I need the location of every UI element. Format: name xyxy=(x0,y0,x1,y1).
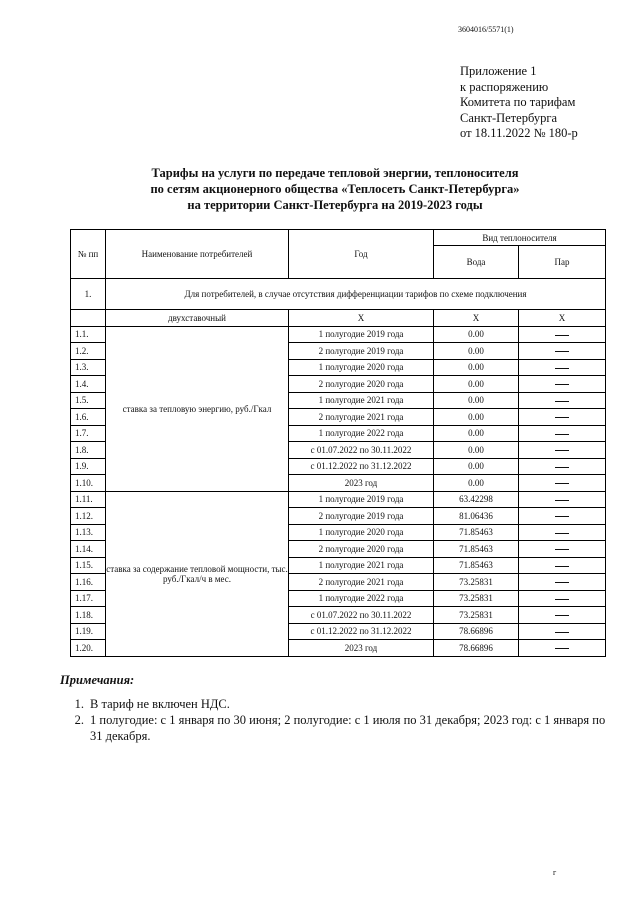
water-value: 0.00 xyxy=(434,425,519,442)
section-description: Для потребителей, в случае отсутствия дифференциации тарифов по схеме подключения xyxy=(106,279,606,310)
steam-value xyxy=(519,425,606,442)
steam-value xyxy=(519,343,606,360)
dash-mark xyxy=(555,549,569,550)
row-number: 1.20. xyxy=(71,640,106,657)
water-value: 71.85463 xyxy=(434,557,519,574)
row-number: 1.2. xyxy=(71,343,106,360)
table-row xyxy=(71,491,606,508)
title-line: Тарифы на услуги по передаче тепловой энергии, теплоносителя xyxy=(151,166,519,180)
note-item xyxy=(60,712,610,744)
water-value: 0.00 xyxy=(434,442,519,459)
corner-mark: г xyxy=(553,868,557,877)
dash-mark xyxy=(555,434,569,435)
appendix-line: Приложение 1 xyxy=(460,64,537,78)
water-value: 0.00 xyxy=(434,409,519,426)
dash-mark xyxy=(555,483,569,484)
table-row xyxy=(71,326,606,343)
notes-title: Примечания: xyxy=(60,673,135,687)
row-number: 1.11. xyxy=(71,491,106,508)
header-year: Год xyxy=(289,230,434,279)
period-cell: 1 полугодие 2020 года xyxy=(289,524,434,541)
row-number: 1.8. xyxy=(71,442,106,459)
dash-mark xyxy=(555,632,569,633)
row-number: 1.9. xyxy=(71,458,106,475)
section-number: 1. xyxy=(71,279,106,310)
document-number: 3604016/5571(1) xyxy=(458,25,514,34)
dash-mark xyxy=(555,516,569,517)
two-part-label: двухставочный xyxy=(106,310,289,327)
water-value: 71.85463 xyxy=(434,524,519,541)
dash-mark xyxy=(555,599,569,600)
water-value: 81.06436 xyxy=(434,508,519,525)
note-number: 2. xyxy=(74,713,84,727)
dash-mark xyxy=(555,615,569,616)
steam-value xyxy=(519,607,606,624)
period-cell: 2 полугодие 2020 года xyxy=(289,541,434,558)
period-cell: 2 полугодие 2019 года xyxy=(289,343,434,360)
dash-mark xyxy=(555,368,569,369)
water-value: 73.25831 xyxy=(434,607,519,624)
water-value: 63.42298 xyxy=(434,491,519,508)
period-cell: 1 полугодие 2021 года xyxy=(289,557,434,574)
steam-value xyxy=(519,458,606,475)
title-line: на территории Санкт-Петербурга на 2019-2023 годы xyxy=(187,198,483,212)
steam-value xyxy=(519,557,606,574)
steam-value xyxy=(519,640,606,657)
row-number: 1.14. xyxy=(71,541,106,558)
appendix-line: Санкт-Петербурга xyxy=(460,110,558,125)
steam-value xyxy=(519,574,606,591)
header-water: Вода xyxy=(434,246,519,279)
appendix-block xyxy=(460,64,578,142)
appendix-line: от 18.11.2022 № 180-р xyxy=(460,126,578,140)
period-cell: 1 полугодие 2020 года xyxy=(289,359,434,376)
steam-value xyxy=(519,392,606,409)
period-cell: 1 полугодие 2019 года xyxy=(289,491,434,508)
row-number: 1.16. xyxy=(71,574,106,591)
document-title xyxy=(60,165,610,213)
water-value: 78.66896 xyxy=(434,640,519,657)
steam-value xyxy=(519,409,606,426)
period-cell: 2 полугодие 2019 года xyxy=(289,508,434,525)
dash-mark xyxy=(555,450,569,451)
two-part-year: X xyxy=(289,310,434,327)
row-number: 1.4. xyxy=(71,376,106,393)
header-steam: Пар xyxy=(519,246,606,279)
steam-value xyxy=(519,376,606,393)
empty-cell xyxy=(71,310,106,327)
period-cell: 2 полугодие 2021 года xyxy=(289,409,434,426)
period-cell: с 01.12.2022 по 31.12.2022 xyxy=(289,623,434,640)
rate-type-label: ставка за содержание тепловой мощности, тыс. руб./Гкал/ч в мес. xyxy=(106,491,289,656)
water-value: 0.00 xyxy=(434,326,519,343)
appendix-line: Комитета по тарифам xyxy=(460,95,576,109)
period-cell: 1 полугодие 2022 года xyxy=(289,425,434,442)
note-number: 1. xyxy=(74,697,84,711)
row-number: 1.7. xyxy=(71,425,106,442)
steam-value xyxy=(519,590,606,607)
dash-mark xyxy=(555,417,569,418)
water-value: 0.00 xyxy=(434,359,519,376)
steam-value xyxy=(519,475,606,492)
note-item xyxy=(60,696,610,712)
period-cell: 1 полугодие 2021 года xyxy=(289,392,434,409)
header-carrier-group: Вид теплоносителя xyxy=(434,230,606,246)
water-value: 0.00 xyxy=(434,376,519,393)
period-cell: 1 полугодие 2022 года xyxy=(289,590,434,607)
row-number: 1.1. xyxy=(71,326,106,343)
title-line: по сетям акционерного общества «Теплосеть Санкт-Петербурга» xyxy=(150,182,520,196)
dash-mark xyxy=(555,648,569,649)
period-cell: 2 полугодие 2021 года xyxy=(289,574,434,591)
steam-value xyxy=(519,508,606,525)
steam-value xyxy=(519,524,606,541)
period-cell: с 01.07.2022 по 30.11.2022 xyxy=(289,442,434,459)
row-number: 1.10. xyxy=(71,475,106,492)
period-cell: 2 полугодие 2020 года xyxy=(289,376,434,393)
row-number: 1.13. xyxy=(71,524,106,541)
row-number: 1.18. xyxy=(71,607,106,624)
dash-mark xyxy=(555,533,569,534)
dash-mark xyxy=(555,351,569,352)
two-part-water: X xyxy=(434,310,519,327)
dash-mark xyxy=(555,401,569,402)
period-cell: 2023 год xyxy=(289,640,434,657)
steam-value xyxy=(519,623,606,640)
notes-list xyxy=(60,696,610,744)
rate-type-label: ставка за тепловую энергию, руб./Гкал xyxy=(106,326,289,491)
row-number: 1.3. xyxy=(71,359,106,376)
steam-value xyxy=(519,491,606,508)
water-value: 73.25831 xyxy=(434,590,519,607)
period-cell: с 01.07.2022 по 30.11.2022 xyxy=(289,607,434,624)
row-number: 1.12. xyxy=(71,508,106,525)
dash-mark xyxy=(555,384,569,385)
dash-mark xyxy=(555,467,569,468)
water-value: 0.00 xyxy=(434,392,519,409)
water-value: 0.00 xyxy=(434,458,519,475)
row-number: 1.17. xyxy=(71,590,106,607)
water-value: 78.66896 xyxy=(434,623,519,640)
row-number: 1.6. xyxy=(71,409,106,426)
water-value: 0.00 xyxy=(434,475,519,492)
dash-mark xyxy=(555,335,569,336)
two-part-steam: X xyxy=(519,310,606,327)
row-number: 1.15. xyxy=(71,557,106,574)
row-number: 1.5. xyxy=(71,392,106,409)
period-cell: 2023 год xyxy=(289,475,434,492)
water-value: 0.00 xyxy=(434,343,519,360)
steam-value xyxy=(519,541,606,558)
dash-mark xyxy=(555,566,569,567)
row-number: 1.19. xyxy=(71,623,106,640)
water-value: 71.85463 xyxy=(434,541,519,558)
tariff-table xyxy=(70,229,606,657)
period-cell: с 01.12.2022 по 31.12.2022 xyxy=(289,458,434,475)
steam-value xyxy=(519,359,606,376)
header-consumer: Наименование потребителей xyxy=(106,230,289,279)
header-num: № пп xyxy=(71,230,106,279)
dash-mark xyxy=(555,500,569,501)
steam-value xyxy=(519,326,606,343)
water-value: 73.25831 xyxy=(434,574,519,591)
appendix-line: к распоряжению xyxy=(460,79,549,94)
note-text: 1 полугодие: с 1 января по 30 июня; 2 полугодие: с 1 июля по 31 декабря; 2023 год: с 1 января по 31 декабря. xyxy=(90,713,606,743)
steam-value xyxy=(519,442,606,459)
note-text: В тариф не включен НДС. xyxy=(90,697,230,711)
dash-mark xyxy=(555,582,569,583)
period-cell: 1 полугодие 2019 года xyxy=(289,326,434,343)
